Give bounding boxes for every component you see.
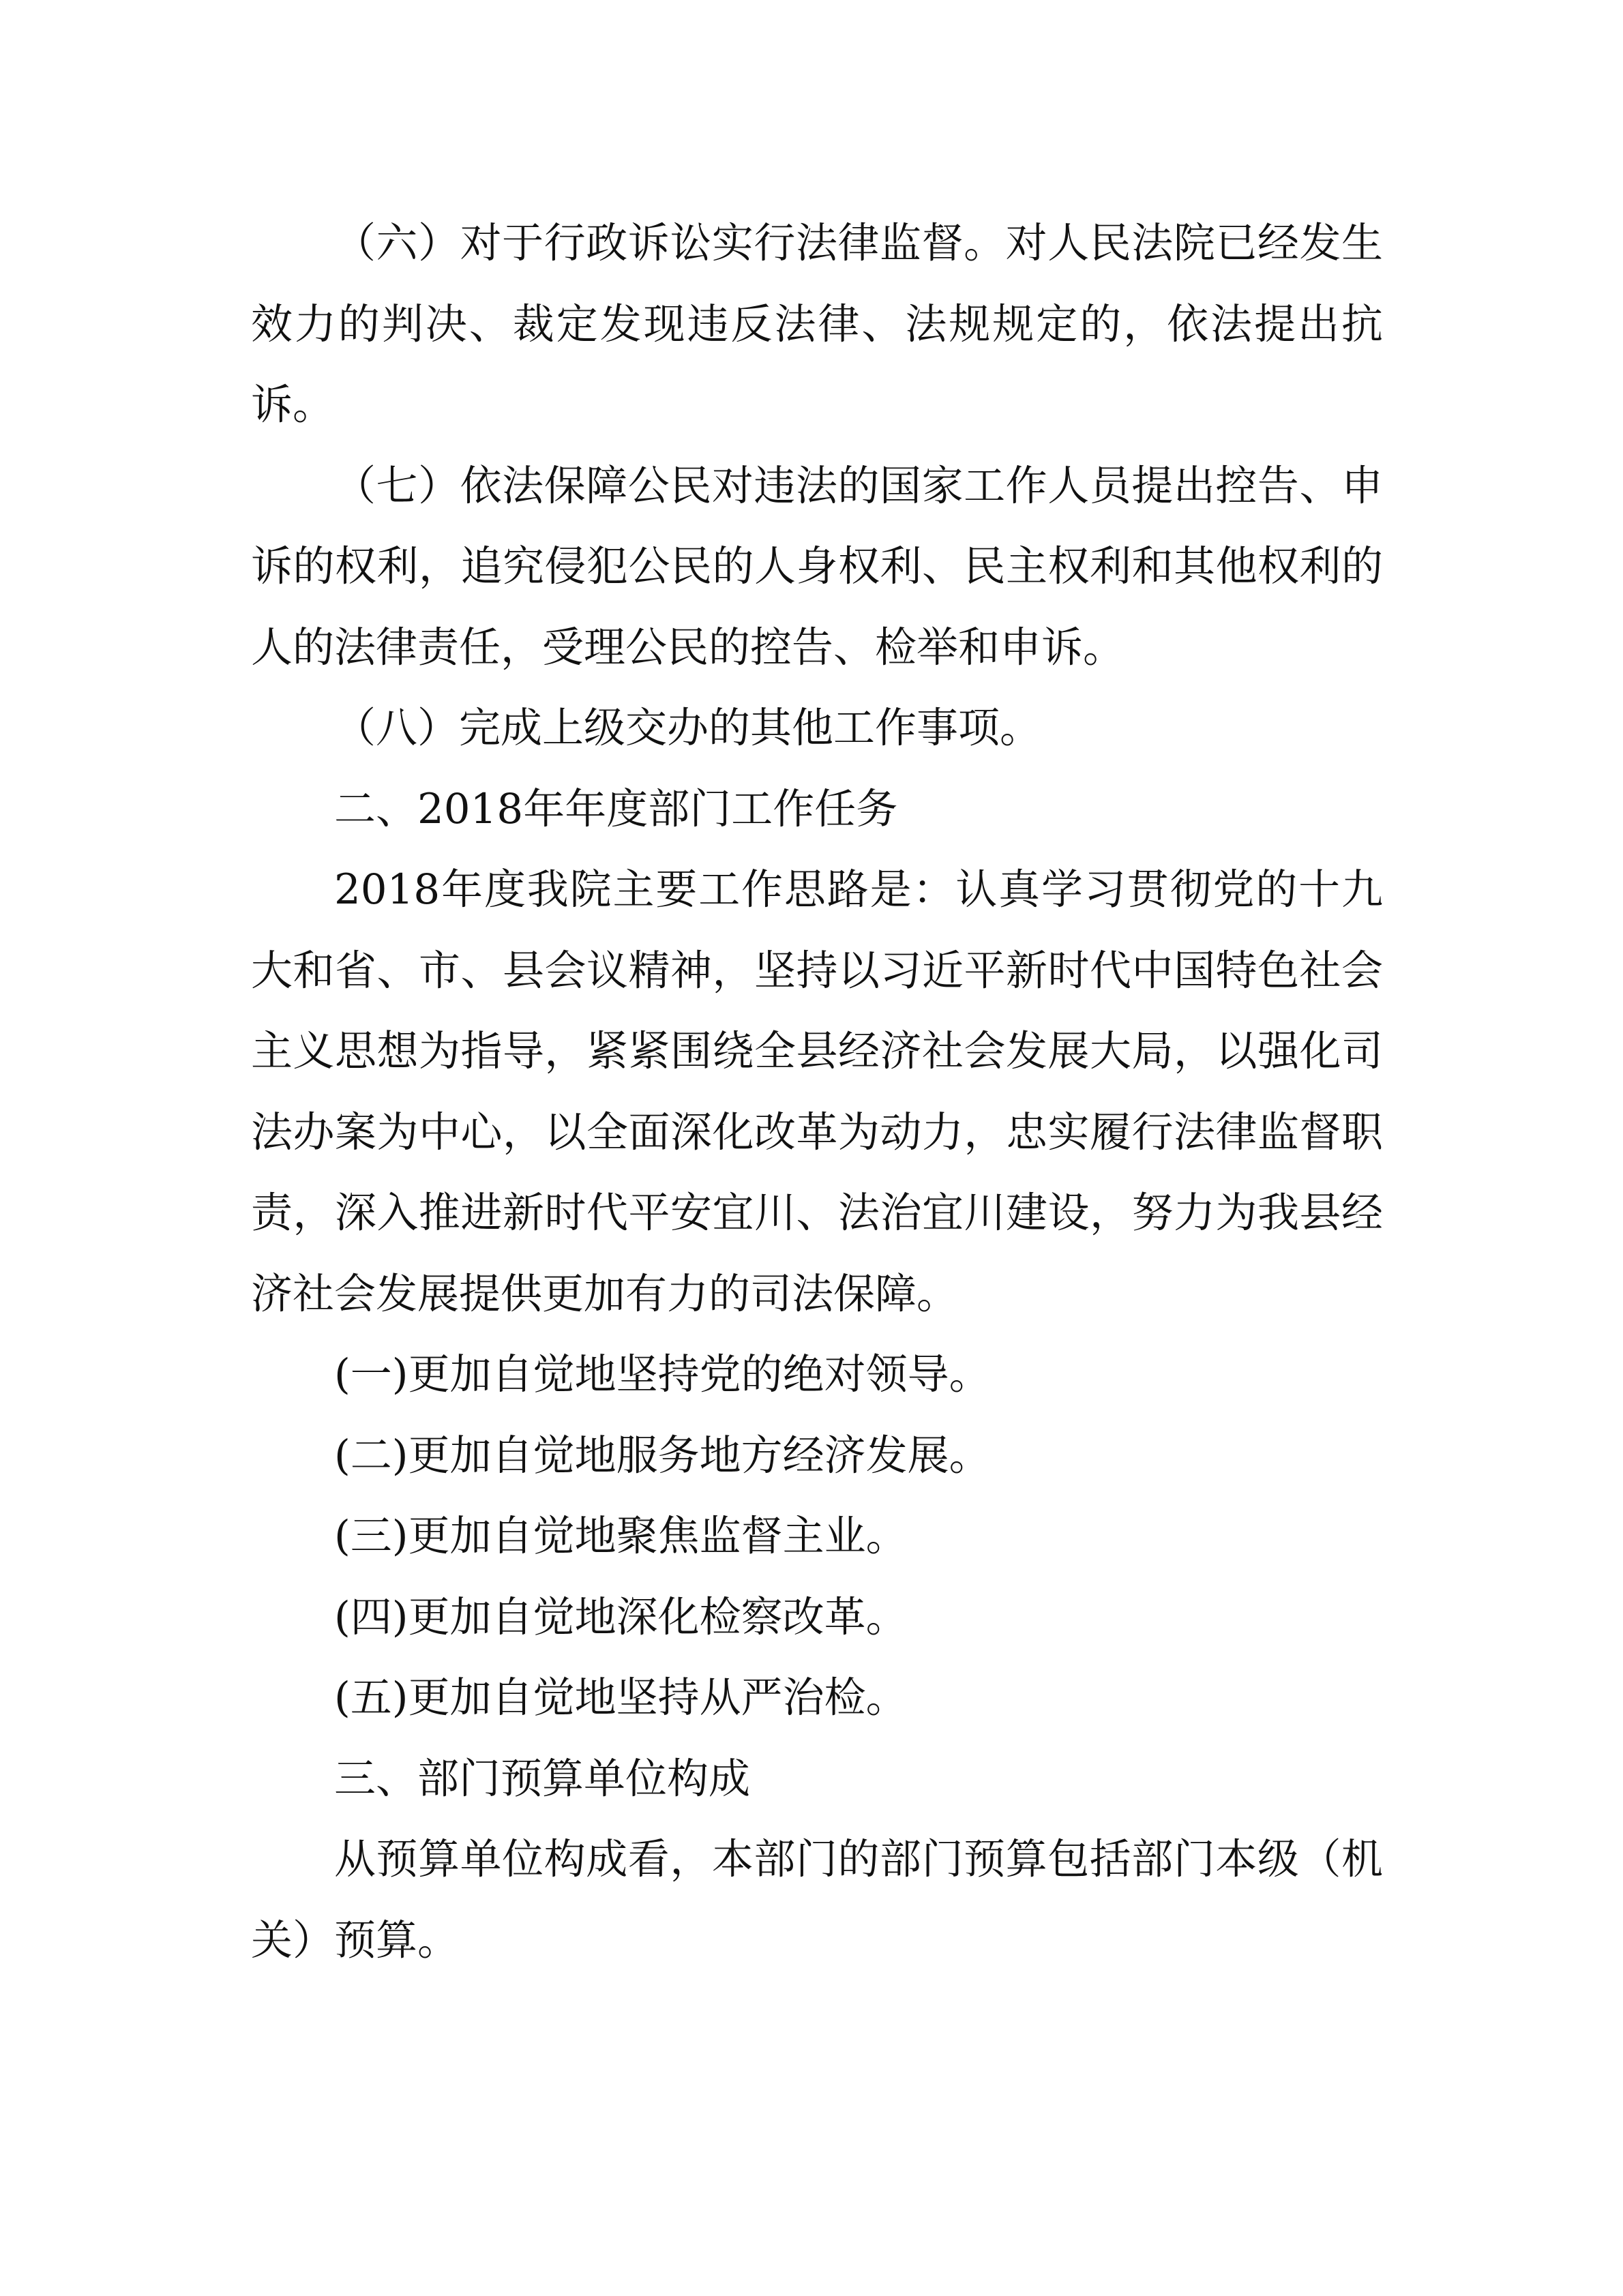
document-body (251, 203, 1383, 1981)
section-heading-3: 三、部门预算单位构成 (334, 1754, 751, 1803)
list-item-3: (三)更加自觉地聚焦监督主业。 (334, 1512, 908, 1560)
paragraph-item-6: （六）对于行政诉讼实行法律监督。对人民法院已经发生效力的判决、裁定发现违反法律、法规规定的，依法提出抗诉。 (251, 219, 1383, 429)
paragraph-work-plan: 2018年度我院主要工作思路是：认真学习贯彻党的十九大和省、市、县会议精神，坚持以习近平新时代中国特色社会主义思想为指导，紧紧围绕全县经济社会发展大局，以强化司法办案为中心，以全面深化改革为动力，忠实履行法律监督职责，深入推进新时代平安宜川、法治宜川建设，努力为我县经济社会发展提供更加有力的司法保障。 (251, 865, 1383, 1318)
paragraph-item-7: （七）依法保障公民对违法的国家工作人员提出控告、申诉的权利，追究侵犯公民的人身权利、民主权利和其他权利的人的法律责任，受理公民的控告、检举和申诉。 (251, 461, 1383, 672)
section-heading-2: 二、2018年年度部门工作任务 (334, 784, 898, 833)
list-item-2: (二)更加自觉地服务地方经济发展。 (334, 1431, 991, 1480)
list-item-5: (五)更加自觉地坚持从严治检。 (334, 1673, 908, 1722)
paragraph-item-8: （八）完成上级交办的其他工作事项。 (334, 704, 1042, 752)
paragraph-budget-units: 从预算单位构成看，本部门的部门预算包括部门本级（机关）预算。 (251, 1835, 1383, 1965)
list-item-4: (四)更加自觉地深化检察改革。 (334, 1592, 908, 1641)
list-item-1: (一)更加自觉地坚持党的绝对领导。 (334, 1350, 991, 1399)
